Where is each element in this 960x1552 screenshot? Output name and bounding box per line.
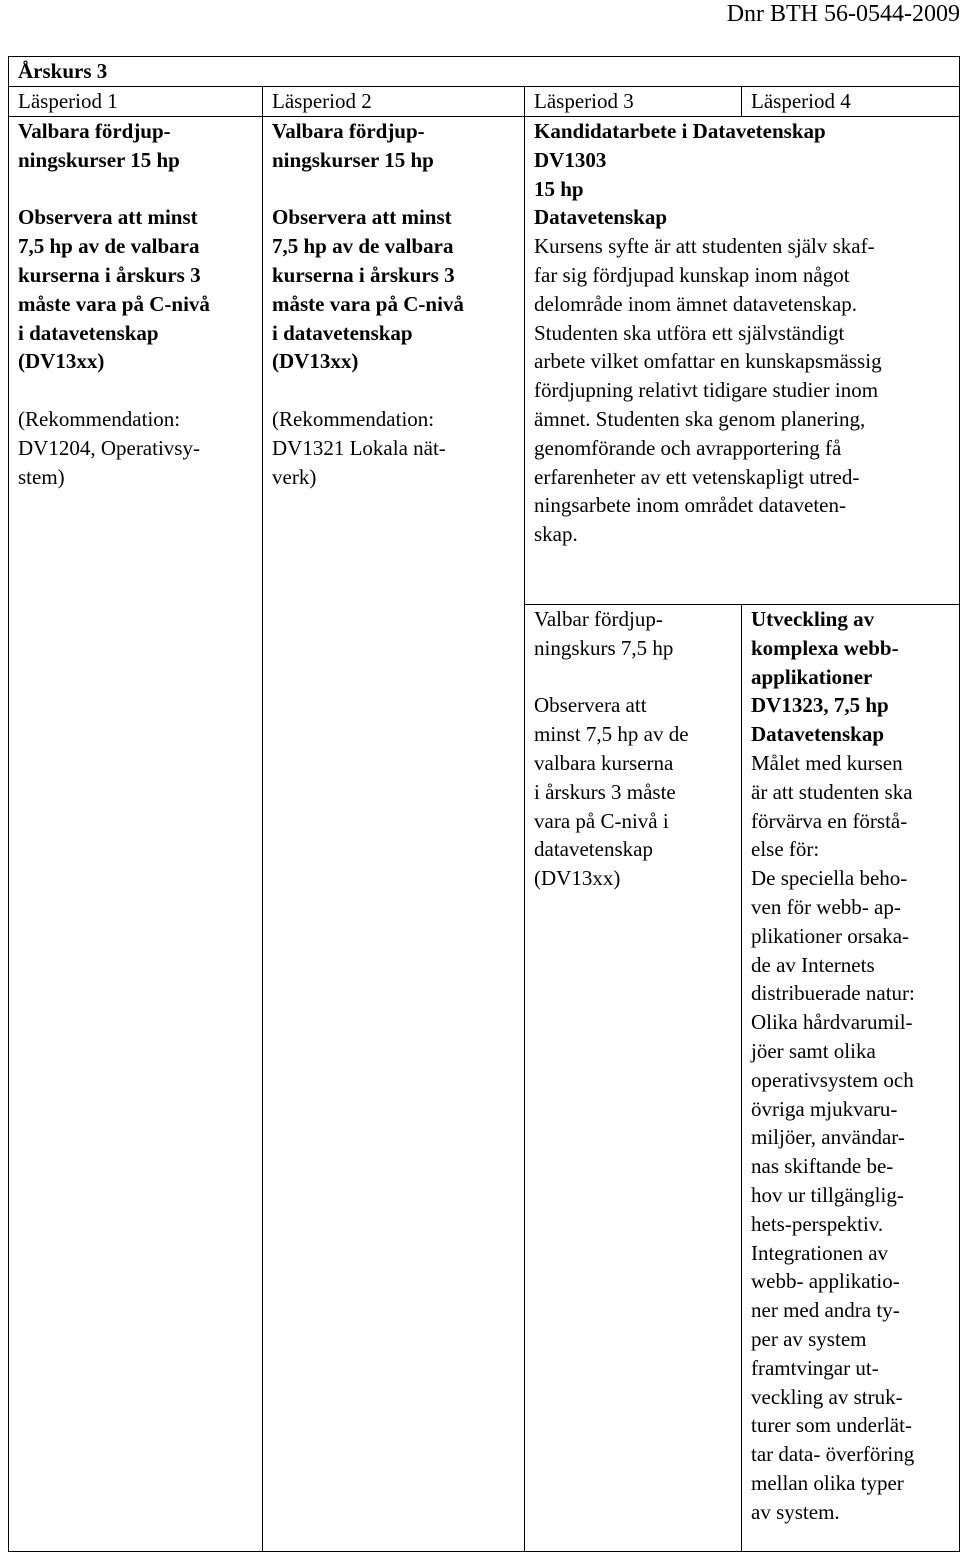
period-4-course-cell: [742, 605, 960, 1552]
period-2-heading: Läsperiod 2: [263, 87, 525, 117]
thesis-description: Kursens syfte är att studenten själv skaf- far sig fördjupad kunskap inom något delområde inom ämnet datavetenskap. Studenten ska utföra ett självständigt arbete vilket omfattar en kunskapsmässig fördjupning relativt tidigare studier inom ämnet. Studenten ska genom planering, genomförande och avrapportering få erfarenheter av ett vetenskapligt utred- ningsarbete inom området dataveten- skap.: [534, 234, 882, 547]
period-3-heading: Läsperiod 3: [525, 87, 742, 117]
period-3-elective-cell: [525, 605, 742, 1552]
thesis-title: Kandidatarbete i Datavetenskap DV1303 15 hp Datavetenskap: [534, 119, 826, 230]
document-reference: Dnr BTH 56-0544-2009: [726, 1, 960, 27]
year-heading: Årskurs 3: [9, 57, 960, 87]
period-1-title: Valbara fördjup- ningskurser 15 hp: [18, 119, 180, 172]
period-1-recommendation: (Rekommendation: DV1204, Operativsy- stem): [18, 406, 200, 489]
period-1-cell: [9, 117, 263, 1552]
period-2-title: Valbara fördjup- ningskurser 15 hp: [272, 119, 434, 172]
period-2-note: Observera att minst 7,5 hp av de valbara kurserna i årskurs 3 måste vara på C-nivå i datavetenskap (DV13xx): [272, 205, 464, 374]
period-1-heading: Läsperiod 1: [9, 87, 263, 117]
course-row-1: [9, 117, 960, 605]
period-3-elective-note: Observera att minst 7,5 hp av de valbara kurserna i årskurs 3 måste vara på C-nivå i datavetenskap (DV13xx): [534, 693, 689, 891]
thesis-cell: [525, 117, 960, 605]
period-4-course-description: Målet med kursen är att studenten ska förvärva en förstå- else för: De speciella beho- ven för webb- ap- plikationer orsaka- de av Internets distribuerade natur: Olika hårdvarumil- jöer samt olika operativsystem och övriga mjukvaru- miljöer, användar- nas skiftande be- hov ur tillgänglig- hets-perspektiv. Integrationen av webb- applikatio- ner med andra ty- per av system framtvingar ut- veckling av struk- turer som underlät- tar data- överföring mellan olika typer av system.: [751, 750, 915, 1524]
period-2-cell: [263, 117, 525, 1552]
period-row: [9, 87, 960, 117]
year-row: [9, 57, 960, 87]
period-1-note: Observera att minst 7,5 hp av de valbara kurserna i årskurs 3 måste vara på C-nivå i datavetenskap (DV13xx): [18, 205, 210, 374]
period-2-recommendation: (Rekommendation: DV1321 Lokala nät- verk): [272, 406, 446, 489]
curriculum-table: [8, 56, 960, 1552]
period-4-course-title: Utveckling av komplexa webb- applikationer DV1323, 7,5 hp Datavetenskap: [751, 607, 899, 747]
period-3-elective-title: Valbar fördjup- ningskurs 7,5 hp: [534, 607, 674, 660]
period-4-heading: Läsperiod 4: [742, 87, 960, 117]
